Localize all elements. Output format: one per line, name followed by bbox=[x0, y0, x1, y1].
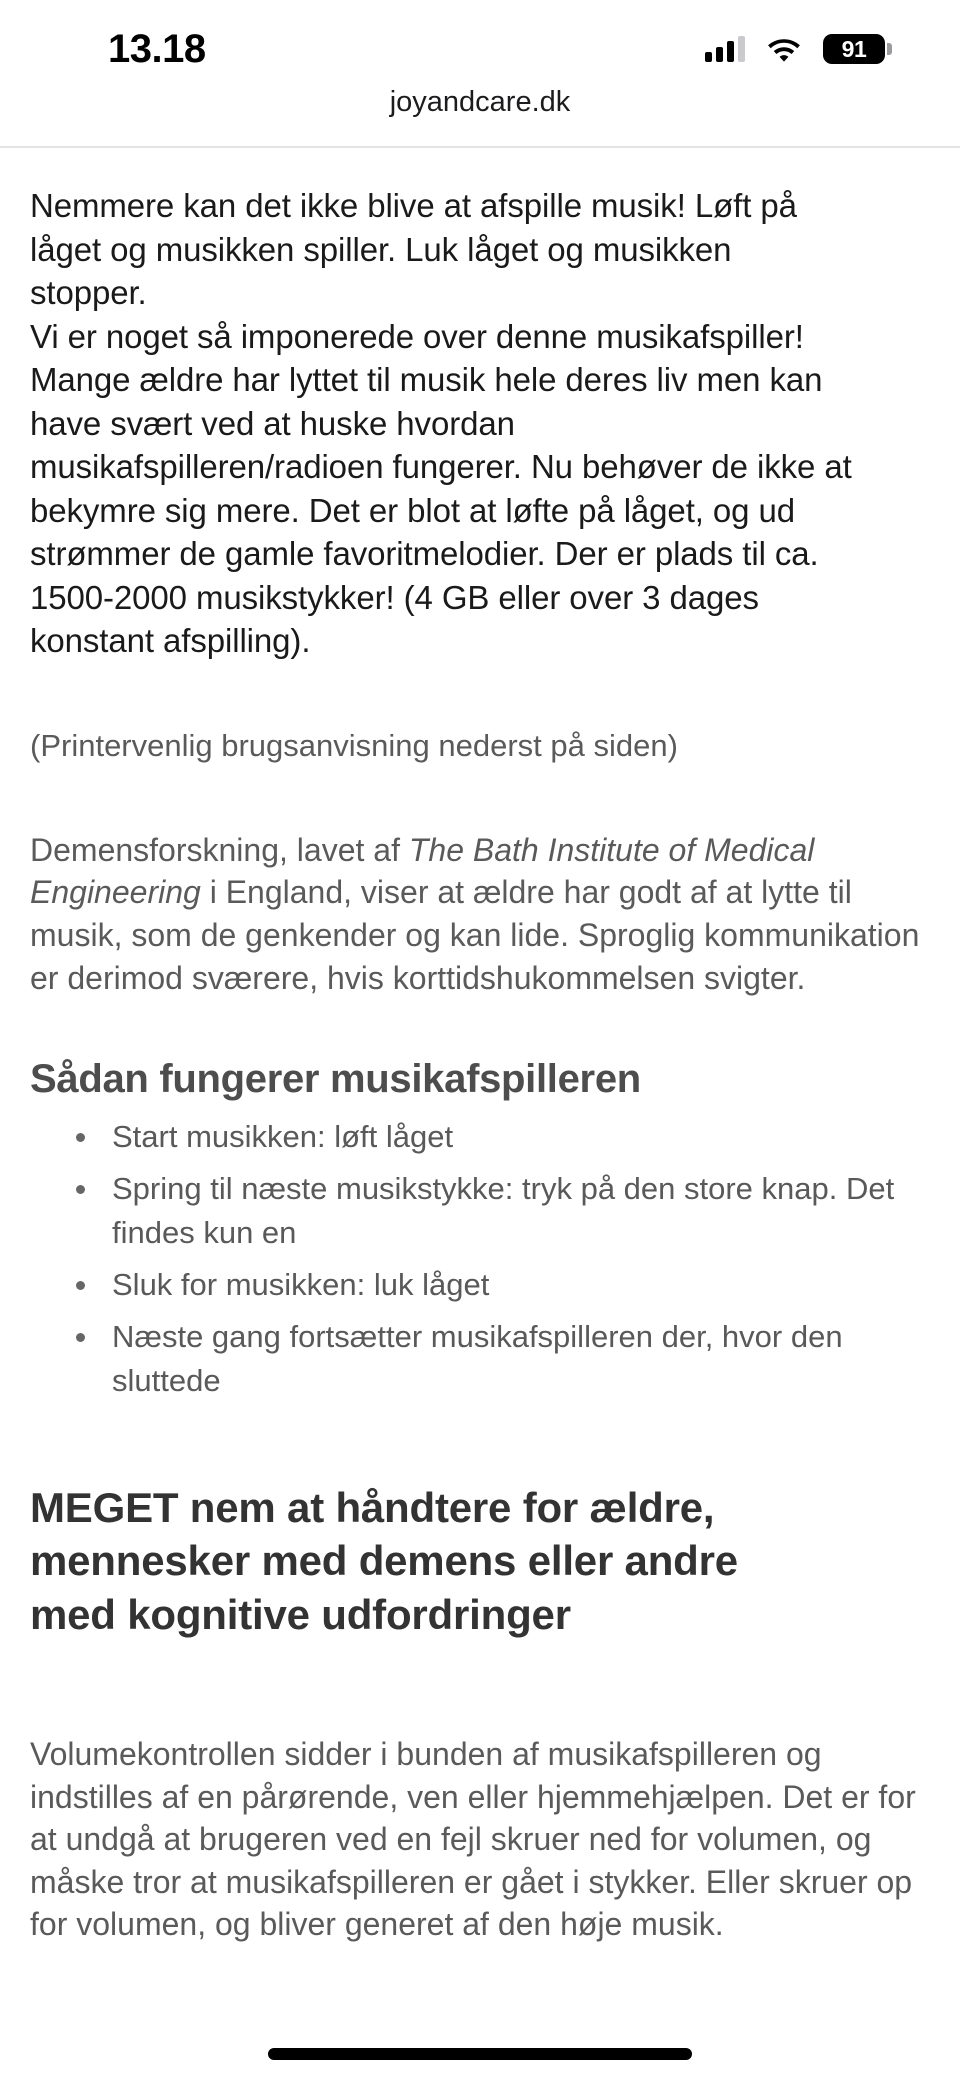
status-bar bbox=[0, 0, 960, 88]
battery-level-label: 91 bbox=[841, 35, 867, 62]
instructions-list bbox=[30, 1115, 930, 1403]
lead-line-6: have svært ved at huske hvordan bbox=[30, 404, 515, 442]
status-bar-icons bbox=[705, 24, 916, 64]
section-heading: Sådan fungerer musikafspilleren bbox=[30, 1057, 641, 1102]
lead-line-1: Nemmere kan det ikke blive at afspille musik! Løft på bbox=[30, 187, 797, 224]
list-item: Start musikken: løft låget bbox=[76, 1115, 930, 1159]
list-item: Spring til næste musikstykke: tryk på den store knap. Det findes kun en bbox=[76, 1167, 930, 1255]
lead-line-3: stopper. bbox=[30, 274, 147, 312]
browser-url-bar[interactable] bbox=[0, 88, 960, 148]
battery-icon bbox=[823, 34, 892, 64]
lead-line-10: 1500-2000 musikstykker! (4 GB eller over 3 dages bbox=[30, 578, 759, 616]
lead-line-11: konstant afspilling). bbox=[30, 622, 311, 660]
lead-line-7: musikafspilleren/radioen fungerer. Nu behøver de ikke at bbox=[30, 448, 852, 486]
page-content bbox=[0, 184, 960, 1946]
url-text[interactable]: joyandcare.dk bbox=[389, 86, 571, 118]
research-text-part-1: Demensforskning, lavet af bbox=[30, 831, 409, 868]
lead-line-9: strømmer de gamle favoritmelodier. Der er plads til ca. bbox=[30, 535, 819, 573]
lead-line-5: Mange ældre har lyttet til musik hele deres liv men kan bbox=[30, 361, 823, 399]
big-heading-line-3: med kognitive udfordringer bbox=[30, 1590, 571, 1638]
lead-paragraph bbox=[30, 184, 930, 663]
lead-line-4: Vi er noget så imponerede over denne musikafspiller! bbox=[30, 317, 804, 355]
status-bar-time: 13.18 bbox=[108, 27, 206, 71]
battery-cap bbox=[887, 43, 892, 55]
big-heading bbox=[30, 1481, 930, 1641]
battery-body bbox=[823, 34, 885, 64]
print-note-paragraph: (Printervenlig brugsanvisning nederst på siden) bbox=[30, 728, 678, 764]
cellular-signal-icon bbox=[705, 36, 745, 62]
research-institute-name: The Bath Institute of Medical Engineering bbox=[30, 831, 815, 911]
research-text-part-2: i England, viser at ældre har godt af at lytte til musik, som de genkender og kan lide. Sproglig kommunikation er derimod sværere, hvis korttidshukommelsen svigter. bbox=[30, 874, 920, 996]
volume-paragraph: Volumekontrollen sidder i bunden af musikafspilleren og indstilles af en pårørende, ven eller hjemmehjælpen. Det er for at undgå at brugeren ved en fejl skruer ned for volumen, og måske tror at musikafspilleren er gået i stykker. Eller skruer op for volumen, og bliver generet af den høje musik. bbox=[30, 1736, 916, 1943]
list-item: Næste gang fortsætter musikafspilleren der, hvor den sluttede bbox=[76, 1315, 930, 1403]
big-heading-line-2: mennesker med demens eller andre bbox=[30, 1537, 738, 1585]
home-indicator-area bbox=[0, 2048, 960, 2060]
lead-line-8: bekymre sig mere. Det er blot at løfte på låget, og ud bbox=[30, 491, 795, 529]
research-paragraph bbox=[30, 829, 930, 999]
wifi-icon bbox=[767, 36, 801, 62]
big-heading-line-1: MEGET nem at håndtere for ældre, bbox=[30, 1484, 715, 1532]
lead-line-2: låget og musikken spiller. Luk låget og musikken bbox=[30, 230, 732, 268]
list-item: Sluk for musikken: luk låget bbox=[76, 1263, 930, 1307]
home-indicator[interactable] bbox=[268, 2048, 692, 2060]
